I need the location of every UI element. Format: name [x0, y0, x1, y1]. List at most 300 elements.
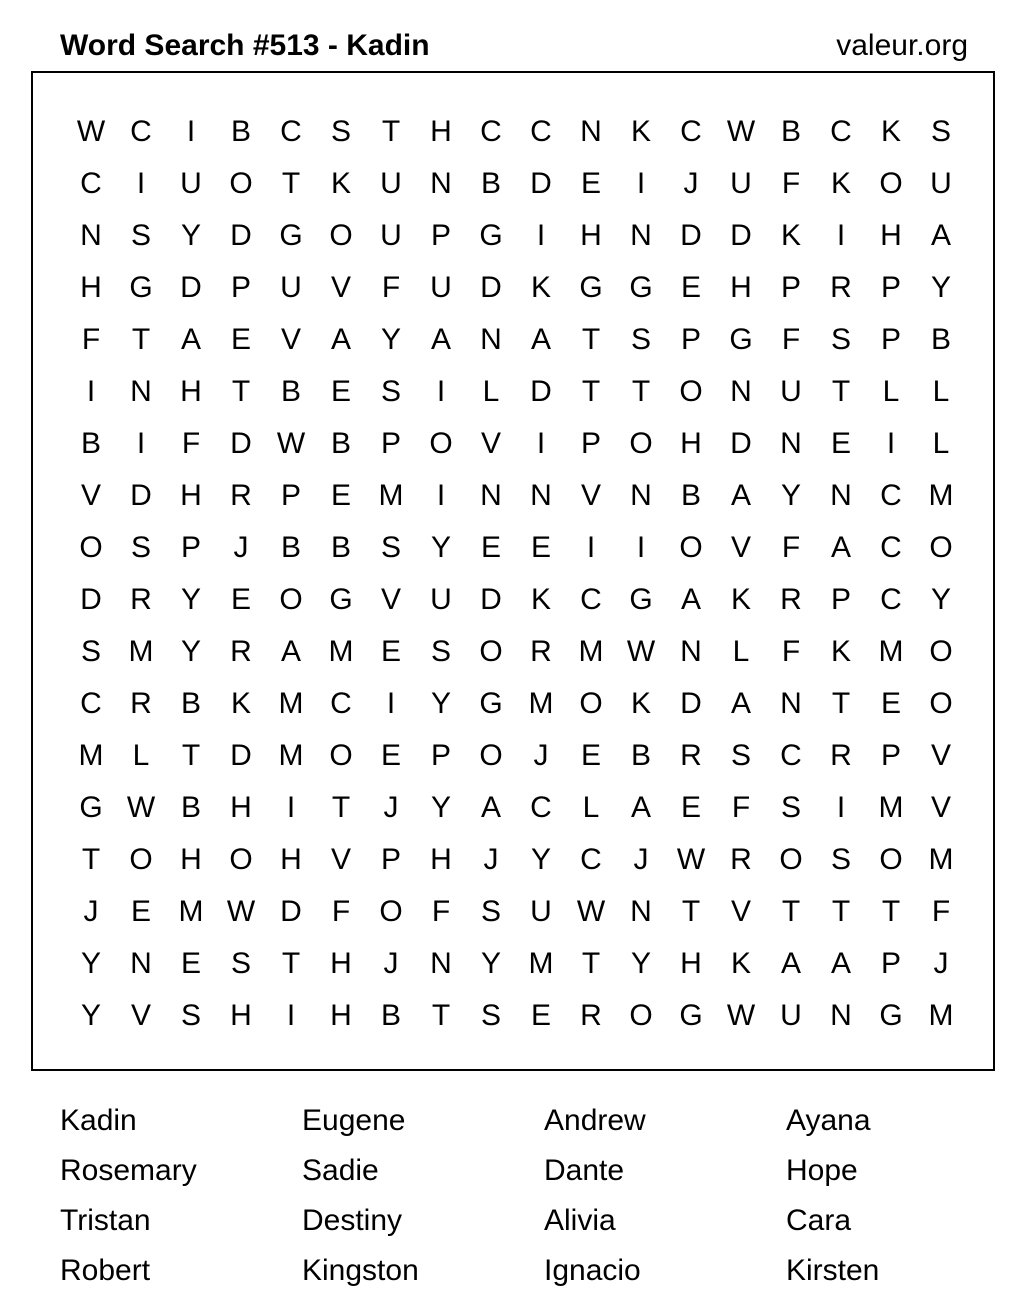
grid-letter: K — [780, 219, 801, 252]
grid-letter: O — [629, 427, 653, 460]
grid-letter: S — [630, 323, 651, 356]
grid-letter: T — [331, 791, 351, 824]
grid-letter: D — [230, 427, 252, 460]
grid-letter: E — [580, 739, 601, 772]
grid-letter: Y — [480, 947, 501, 980]
grid-letter: K — [730, 583, 751, 616]
grid-letter: A — [680, 583, 701, 616]
grid-letter: P — [230, 271, 251, 304]
grid-letter: O — [579, 687, 603, 720]
grid-letter: N — [430, 947, 452, 980]
grid-letter: I — [836, 219, 846, 252]
grid-letter: Y — [530, 843, 551, 876]
grid-letter: C — [130, 115, 152, 148]
word-list — [60, 1096, 1020, 1296]
grid-letter: K — [630, 687, 651, 720]
grid-letter: W — [126, 791, 156, 824]
grid-letter: H — [680, 947, 702, 980]
grid-letter: Y — [180, 635, 201, 668]
grid-letter: S — [430, 635, 451, 668]
grid-letter: A — [180, 323, 201, 356]
grid-letter: J — [233, 531, 249, 564]
grid-letter: L — [732, 635, 750, 668]
grid-letter: B — [930, 323, 951, 356]
grid-letter: W — [276, 427, 306, 460]
grid-letter: I — [536, 219, 546, 252]
grid-letter: G — [329, 583, 353, 616]
grid-letter: Y — [780, 479, 801, 512]
grid-letter: P — [180, 531, 201, 564]
grid-letter: O — [129, 843, 153, 876]
grid-row — [66, 106, 966, 158]
grid-letter: Y — [430, 791, 451, 824]
grid-letter: D — [680, 687, 702, 720]
grid-row — [66, 210, 966, 262]
word-list-item: Sadie — [302, 1154, 379, 1187]
grid-letter: H — [430, 843, 452, 876]
grid-letter: L — [132, 739, 150, 772]
grid-letter: B — [480, 167, 501, 200]
grid-letter: D — [480, 583, 502, 616]
grid-letter: E — [380, 739, 401, 772]
grid-letter: Y — [930, 271, 951, 304]
grid-letter: R — [130, 583, 152, 616]
grid-letter: D — [180, 271, 202, 304]
grid-letter: A — [430, 323, 451, 356]
grid-letter: M — [878, 635, 904, 668]
grid-letter: O — [679, 531, 703, 564]
grid-letter: M — [528, 947, 554, 980]
grid-letter: O — [479, 635, 503, 668]
grid-letter: L — [582, 791, 600, 824]
grid-letter: H — [230, 999, 252, 1032]
grid-letter: B — [630, 739, 651, 772]
grid-letter: C — [880, 479, 902, 512]
grid-letter: W — [76, 115, 106, 148]
grid-letter: C — [880, 531, 902, 564]
grid-letter: B — [280, 375, 301, 408]
grid-letter: H — [180, 375, 202, 408]
grid-letter: G — [479, 687, 503, 720]
grid-letter: E — [130, 895, 151, 928]
grid-letter: I — [536, 427, 546, 460]
grid-letter: M — [928, 843, 954, 876]
grid-letter: A — [730, 479, 751, 512]
grid-letter: H — [680, 427, 702, 460]
grid-letter: I — [636, 531, 646, 564]
grid-letter: I — [436, 375, 446, 408]
grid-letter: W — [676, 843, 706, 876]
grid-letter: D — [480, 271, 502, 304]
grid-letter: V — [80, 479, 101, 512]
grid-letter: V — [280, 323, 301, 356]
grid-letter: I — [636, 167, 646, 200]
grid-letter: O — [929, 635, 953, 668]
grid-letter: T — [881, 895, 901, 928]
grid-letter: F — [431, 895, 451, 928]
grid-letter: T — [281, 167, 301, 200]
grid-letter: E — [480, 531, 501, 564]
grid-letter: T — [831, 687, 851, 720]
grid-letter: Y — [180, 583, 201, 616]
grid-letter: W — [626, 635, 656, 668]
grid-letter: H — [330, 999, 352, 1032]
grid-letter: U — [180, 167, 202, 200]
grid-row — [66, 366, 966, 418]
grid-letter: Y — [80, 947, 101, 980]
grid-letter: R — [230, 635, 252, 668]
grid-letter: A — [830, 947, 851, 980]
grid-row — [66, 574, 966, 626]
grid-letter: A — [330, 323, 351, 356]
grid-letter: T — [431, 999, 451, 1032]
grid-letter: B — [230, 115, 251, 148]
grid-letter: M — [278, 739, 304, 772]
grid-letter: O — [429, 427, 453, 460]
grid-letter: O — [629, 999, 653, 1032]
grid-letter: S — [80, 635, 101, 668]
grid-letter: E — [580, 167, 601, 200]
grid-letter: K — [730, 947, 751, 980]
grid-letter: U — [930, 167, 952, 200]
grid-letter: M — [128, 635, 154, 668]
grid-letter: A — [730, 687, 751, 720]
grid-letter: H — [430, 115, 452, 148]
word-list-item: Alivia — [544, 1204, 616, 1237]
grid-row — [66, 418, 966, 470]
grid-letter: P — [430, 219, 451, 252]
grid-letter: O — [329, 219, 353, 252]
grid-letter: U — [380, 167, 402, 200]
word-list-item: Dante — [544, 1154, 625, 1187]
grid-letter: D — [280, 895, 302, 928]
puzzle-title: Word Search #513 - Kadin — [60, 29, 430, 62]
grid-letter: P — [880, 323, 901, 356]
grid-letter: Y — [630, 947, 651, 980]
grid-letter: M — [178, 895, 204, 928]
grid-letter: Y — [380, 323, 401, 356]
grid-letter: N — [630, 895, 652, 928]
grid-letter: W — [226, 895, 256, 928]
word-list-item: Eugene — [302, 1104, 406, 1137]
grid-row — [66, 314, 966, 366]
grid-letter: V — [330, 843, 351, 876]
grid-letter: V — [580, 479, 601, 512]
word-list-item: Destiny — [302, 1204, 403, 1237]
grid-letter: M — [78, 739, 104, 772]
grid-letter: U — [430, 583, 452, 616]
grid-letter: H — [180, 479, 202, 512]
grid-letter: K — [880, 115, 901, 148]
grid-letter: T — [231, 375, 251, 408]
grid-letter: B — [330, 531, 351, 564]
grid-letter: I — [436, 479, 446, 512]
grid-letter: I — [186, 115, 196, 148]
grid-letter: D — [80, 583, 102, 616]
grid-letter: T — [631, 375, 651, 408]
grid-letter: I — [586, 531, 596, 564]
grid-letter: L — [882, 375, 900, 408]
grid-letter: T — [581, 323, 601, 356]
word-list-item: Robert — [60, 1254, 151, 1287]
grid-letter: P — [580, 427, 601, 460]
grid-letter: S — [330, 115, 351, 148]
grid-letter: C — [880, 583, 902, 616]
grid-letter: A — [930, 219, 951, 252]
word-list-item: Kirsten — [786, 1254, 880, 1287]
grid-letter: P — [780, 271, 801, 304]
grid-letter: F — [781, 323, 801, 356]
grid-letter: D — [730, 427, 752, 460]
word-list-item: Ignacio — [544, 1254, 641, 1287]
grid-letter: A — [480, 791, 501, 824]
grid-letter: J — [383, 791, 399, 824]
grid-letter: B — [180, 791, 201, 824]
grid-letter: B — [180, 687, 201, 720]
grid-letter: I — [386, 687, 396, 720]
grid-letter: B — [280, 531, 301, 564]
grid-letter: T — [781, 895, 801, 928]
grid-letter: I — [286, 791, 296, 824]
grid-letter: S — [230, 947, 251, 980]
grid-row — [66, 782, 966, 834]
grid-letter: O — [679, 375, 703, 408]
grid-letter: N — [480, 479, 502, 512]
grid-letter: A — [780, 947, 801, 980]
grid-letter: E — [880, 687, 901, 720]
grid-letter: A — [530, 323, 551, 356]
grid-letter: F — [81, 323, 101, 356]
grid-letter: G — [629, 271, 653, 304]
word-list-item: Kadin — [60, 1104, 137, 1137]
grid-letter: J — [933, 947, 949, 980]
grid-letter: F — [781, 167, 801, 200]
grid-letter: C — [530, 115, 552, 148]
grid-letter: U — [380, 219, 402, 252]
grid-letter: M — [928, 999, 954, 1032]
grid-letter: F — [781, 531, 801, 564]
grid-letter: R — [830, 271, 852, 304]
grid-letter: L — [482, 375, 500, 408]
grid-letter: C — [480, 115, 502, 148]
grid-letter: L — [932, 375, 950, 408]
grid-letter: I — [836, 791, 846, 824]
grid-letter: N — [80, 219, 102, 252]
grid-letter: G — [279, 219, 303, 252]
grid-letter: N — [830, 479, 852, 512]
grid-letter: N — [630, 219, 652, 252]
grid-letter: G — [729, 323, 753, 356]
grid-letter: K — [830, 635, 851, 668]
grid-row — [66, 990, 966, 1042]
grid-letter: N — [780, 687, 802, 720]
grid-letter: R — [130, 687, 152, 720]
grid-letter: U — [430, 271, 452, 304]
grid-letter: E — [180, 947, 201, 980]
grid-row — [66, 470, 966, 522]
grid-letter: P — [830, 583, 851, 616]
grid-letter: N — [430, 167, 452, 200]
grid-letter: H — [230, 791, 252, 824]
grid-letter: N — [730, 375, 752, 408]
grid-letter: N — [580, 115, 602, 148]
grid-letter: I — [136, 167, 146, 200]
grid-letter: S — [380, 375, 401, 408]
grid-letter: H — [880, 219, 902, 252]
grid-letter: D — [680, 219, 702, 252]
grid-letter: R — [230, 479, 252, 512]
grid-letter: R — [580, 999, 602, 1032]
grid-letter: P — [380, 427, 401, 460]
grid-letter: H — [330, 947, 352, 980]
grid-letter: F — [781, 635, 801, 668]
grid-letter: M — [328, 635, 354, 668]
grid-letter: S — [730, 739, 751, 772]
grid-letter: H — [280, 843, 302, 876]
grid-letter: T — [281, 947, 301, 980]
grid-letter: P — [880, 271, 901, 304]
grid-letter: U — [780, 999, 802, 1032]
grid-letter: E — [530, 531, 551, 564]
grid-letter: T — [131, 323, 151, 356]
grid-letter: F — [331, 895, 351, 928]
grid-letter: S — [780, 791, 801, 824]
grid-letter: G — [479, 219, 503, 252]
grid-letter: E — [330, 375, 351, 408]
grid-row — [66, 730, 966, 782]
grid-letter: T — [831, 895, 851, 928]
grid-letter: O — [229, 843, 253, 876]
word-list-item: Tristan — [60, 1204, 151, 1237]
grid-letter: S — [380, 531, 401, 564]
grid-letter: O — [779, 843, 803, 876]
grid-letter: K — [630, 115, 651, 148]
grid-letter: D — [530, 375, 552, 408]
grid-letter: M — [278, 687, 304, 720]
grid-letter: V — [930, 791, 951, 824]
grid-letter: J — [633, 843, 649, 876]
grid-letter: B — [780, 115, 801, 148]
grid-letter: W — [726, 999, 756, 1032]
grid-letter: T — [681, 895, 701, 928]
grid-letter: E — [680, 271, 701, 304]
letter-grid-frame — [31, 71, 995, 1071]
grid-row — [66, 522, 966, 574]
word-list-item: Rosemary — [60, 1154, 197, 1187]
grid-letter: K — [830, 167, 851, 200]
grid-letter: B — [80, 427, 101, 460]
grid-letter: P — [430, 739, 451, 772]
grid-letter: V — [730, 531, 751, 564]
grid-letter: D — [730, 219, 752, 252]
grid-letter: U — [530, 895, 552, 928]
grid-letter: J — [683, 167, 699, 200]
grid-letter: M — [578, 635, 604, 668]
grid-letter: C — [680, 115, 702, 148]
grid-letter: V — [730, 895, 751, 928]
grid-row — [66, 262, 966, 314]
grid-letter: A — [280, 635, 301, 668]
grid-letter: H — [80, 271, 102, 304]
grid-letter: D — [130, 479, 152, 512]
grid-letter: P — [280, 479, 301, 512]
grid-letter: T — [381, 115, 401, 148]
grid-letter: U — [730, 167, 752, 200]
grid-letter: O — [479, 739, 503, 772]
grid-letter: S — [130, 531, 151, 564]
grid-row — [66, 626, 966, 678]
grid-letter: U — [280, 271, 302, 304]
grid-letter: C — [830, 115, 852, 148]
grid-letter: E — [330, 479, 351, 512]
grid-letter: O — [329, 739, 353, 772]
grid-letter: E — [830, 427, 851, 460]
grid-letter: A — [830, 531, 851, 564]
grid-letter: G — [679, 999, 703, 1032]
letter-grid — [66, 106, 966, 1042]
grid-letter: F — [181, 427, 201, 460]
grid-letter: R — [830, 739, 852, 772]
grid-letter: K — [530, 271, 551, 304]
grid-letter: R — [680, 739, 702, 772]
grid-letter: N — [680, 635, 702, 668]
grid-letter: S — [480, 999, 501, 1032]
grid-letter: S — [930, 115, 951, 148]
grid-row — [66, 678, 966, 730]
word-list-item: Ayana — [786, 1104, 871, 1137]
grid-letter: O — [79, 531, 103, 564]
grid-letter: E — [680, 791, 701, 824]
word-list-item: Hope — [786, 1154, 858, 1187]
grid-letter: R — [530, 635, 552, 668]
grid-letter: K — [330, 167, 351, 200]
grid-letter: E — [230, 323, 251, 356]
grid-letter: B — [330, 427, 351, 460]
grid-letter: Y — [430, 687, 451, 720]
grid-letter: M — [378, 479, 404, 512]
grid-letter: G — [79, 791, 103, 824]
grid-letter: V — [480, 427, 501, 460]
grid-letter: O — [229, 167, 253, 200]
grid-letter: I — [86, 375, 96, 408]
grid-letter: N — [130, 375, 152, 408]
grid-letter: I — [286, 999, 296, 1032]
grid-row — [66, 886, 966, 938]
grid-letter: R — [730, 843, 752, 876]
word-list-item: Kingston — [302, 1254, 419, 1287]
grid-letter: A — [630, 791, 651, 824]
grid-letter: V — [930, 739, 951, 772]
grid-letter: G — [579, 271, 603, 304]
grid-letter: D — [230, 219, 252, 252]
grid-letter: W — [726, 115, 756, 148]
grid-letter: J — [483, 843, 499, 876]
grid-letter: M — [878, 791, 904, 824]
grid-letter: J — [383, 947, 399, 980]
grid-letter: C — [280, 115, 302, 148]
grid-letter: F — [381, 271, 401, 304]
grid-letter: S — [480, 895, 501, 928]
grid-letter: N — [630, 479, 652, 512]
grid-letter: Y — [430, 531, 451, 564]
grid-letter: S — [830, 323, 851, 356]
grid-letter: N — [130, 947, 152, 980]
grid-letter: H — [180, 843, 202, 876]
grid-row — [66, 158, 966, 210]
grid-letter: O — [929, 531, 953, 564]
grid-letter: E — [230, 583, 251, 616]
grid-letter: Y — [80, 999, 101, 1032]
